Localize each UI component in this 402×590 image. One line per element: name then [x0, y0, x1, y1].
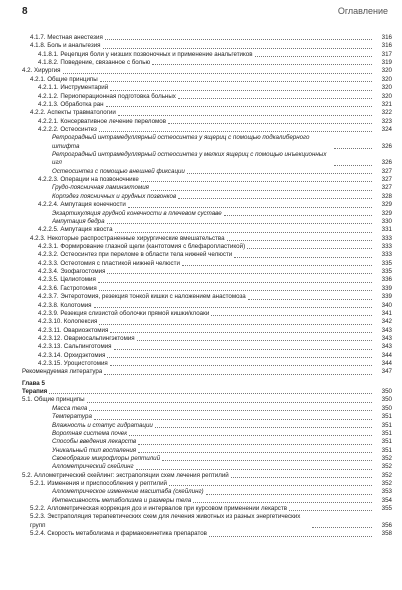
page-number: 8 — [22, 6, 28, 17]
table-of-contents — [22, 34, 392, 539]
toc-entry[interactable] — [22, 480, 392, 488]
toc-entry[interactable] — [22, 396, 392, 404]
toc-entry-page: 350 — [381, 404, 392, 412]
toc-entry[interactable] — [22, 218, 392, 226]
toc-entry-title: Температура — [52, 413, 92, 421]
toc-entry-page: 326 — [381, 142, 392, 150]
toc-entry-page: 320 — [381, 84, 392, 92]
toc-entry[interactable] — [22, 455, 392, 463]
toc-entry-page: 340 — [381, 301, 392, 309]
dot-leader — [209, 536, 372, 537]
toc-entry-title: 4.2.2.2. Остеосинтез — [38, 125, 97, 133]
toc-entry-title: Своеобразие микрофлоры рептилий — [52, 454, 161, 462]
toc-entry-title: 4.2.2.3. Операции на позвоночнике — [38, 176, 139, 184]
toc-entry-title: Интенсивность метаболизма и размеры тела — [52, 496, 192, 504]
toc-entry[interactable] — [22, 405, 392, 413]
dot-leader — [312, 527, 372, 528]
dot-leader — [63, 73, 372, 74]
toc-entry[interactable] — [22, 293, 392, 301]
dot-leader — [169, 485, 372, 486]
toc-entry-page: 328 — [381, 192, 392, 200]
toc-entry-title: Остеосинтез с помощью внешней фиксации — [52, 167, 185, 175]
toc-entry-page: 343 — [381, 326, 392, 334]
toc-entry[interactable] — [22, 505, 392, 513]
toc-entry[interactable] — [22, 151, 392, 168]
toc-entry-title: Грудо-поясничная ламинэктомия — [52, 184, 149, 192]
toc-entry[interactable] — [22, 93, 392, 101]
dot-leader — [138, 452, 372, 453]
toc-entry[interactable] — [22, 388, 392, 396]
toc-entry-page: 339 — [381, 284, 392, 292]
toc-entry[interactable] — [22, 276, 392, 284]
toc-entry[interactable] — [22, 327, 392, 335]
toc-entry[interactable] — [22, 42, 392, 50]
toc-entry[interactable] — [22, 118, 392, 126]
toc-entry-page: 326 — [381, 159, 392, 167]
toc-entry[interactable] — [22, 101, 392, 109]
toc-entry[interactable] — [22, 352, 392, 360]
toc-entry-page: 322 — [381, 109, 392, 117]
toc-entry[interactable] — [22, 226, 392, 234]
toc-entry-title: Воротная система почек — [52, 429, 128, 437]
toc-entry-page: 344 — [381, 360, 392, 368]
toc-entry-page: 335 — [381, 268, 392, 276]
toc-entry[interactable] — [22, 235, 392, 243]
toc-entry-page: 355 — [381, 505, 392, 513]
toc-entry-title: 5.2. Аллометрический скейлинг: экстраполяции схем лечения рептилий — [22, 471, 229, 479]
toc-entry-page: 358 — [381, 530, 392, 538]
toc-entry[interactable] — [22, 438, 392, 446]
toc-entry[interactable] — [22, 413, 392, 421]
toc-entry-page: 354 — [381, 496, 392, 504]
toc-entry[interactable] — [22, 530, 392, 538]
toc-entry-page: 329 — [381, 209, 392, 217]
toc-entry-title: Рекомендуемая литература — [22, 368, 103, 376]
toc-entry[interactable] — [22, 184, 392, 192]
toc-entry[interactable] — [22, 497, 392, 505]
dot-leader — [118, 115, 372, 116]
toc-entry[interactable] — [22, 488, 392, 496]
toc-entry-page: 351 — [381, 438, 392, 446]
toc-entry-page: 350 — [381, 396, 392, 404]
toc-entry[interactable] — [22, 168, 392, 176]
toc-entry-page: 352 — [381, 471, 392, 479]
toc-entry[interactable] — [22, 109, 392, 117]
toc-entry-title: 4.2.1.3. Обработка ран — [38, 100, 104, 108]
toc-entry-page: 317 — [381, 50, 392, 58]
toc-entry-page: 319 — [381, 59, 392, 67]
dot-leader — [182, 265, 372, 266]
toc-entry[interactable] — [22, 380, 392, 388]
dot-leader — [106, 106, 372, 107]
toc-entry[interactable] — [22, 126, 392, 134]
toc-entry[interactable] — [22, 422, 392, 430]
toc-entry-title: Аллометрический скейлинг — [52, 463, 134, 471]
toc-entry[interactable] — [22, 335, 392, 343]
toc-entry-title: 4.2.3.8. Колотомия — [38, 301, 92, 309]
dot-leader — [100, 81, 372, 82]
toc-entry-title: 4.2.2.5. Ампутация хвоста — [38, 226, 113, 234]
toc-entry-page: 316 — [381, 34, 392, 41]
dot-leader — [151, 190, 372, 191]
dot-leader — [114, 349, 372, 350]
toc-entry[interactable] — [22, 368, 392, 376]
toc-entry-title: Экзартикуляция грудной конечности в плечевом суставе — [52, 209, 222, 217]
dot-leader — [94, 419, 372, 420]
toc-entry-page: 324 — [381, 125, 392, 133]
toc-entry[interactable] — [22, 59, 392, 67]
toc-entry[interactable] — [22, 243, 392, 251]
page-header — [0, 0, 402, 22]
toc-entry-title: Уникальный тип воспаления — [52, 446, 137, 454]
toc-entry-page: 351 — [381, 429, 392, 437]
toc-entry[interactable] — [22, 34, 392, 42]
toc-entry-page: 327 — [381, 176, 392, 184]
toc-entry-title: 4.2.1.2. Периоперационная подготовка больных — [38, 92, 176, 100]
dot-leader — [227, 240, 372, 241]
toc-entry-page: 356 — [381, 521, 392, 529]
toc-entry-title: 4.2.3.9. Резекция слизистой оболочки прямой кишки/клоаки — [38, 309, 210, 317]
toc-entry[interactable] — [22, 463, 392, 471]
toc-entry-page: 333 — [381, 251, 392, 259]
toc-entry-page: 343 — [381, 343, 392, 351]
toc-entry-title: Аллометрическое изменение масштаба (скейлинг) — [52, 488, 204, 496]
toc-entry[interactable] — [22, 302, 392, 310]
toc-entry-title: Ретроградный интрамедуллярный остеосинтез у мелких ящериц с помощью инъекционных игл — [52, 151, 327, 167]
toc-entry-page: 336 — [381, 276, 392, 284]
toc-entry-title: 5.2.1. Изменения и приспособления у рептилий — [30, 480, 168, 488]
toc-entry-title: 5.2.2. Аллометрическая коррекция доз и интервалов при курсовом применении лекарств — [30, 505, 288, 513]
toc-entry-page: 343 — [381, 334, 392, 342]
dot-leader — [105, 39, 372, 40]
toc-entry-title: 4.2.3.12. Овариосальпингэктомия — [38, 334, 135, 342]
dot-leader — [162, 460, 372, 461]
dot-leader — [137, 340, 372, 341]
toc-entry-title: 4.2. Хирургия — [22, 67, 61, 75]
toc-entry-title: 4.2.3.2. Остеосинтез при переломе в области тела нижней челюсти — [38, 251, 233, 259]
dot-leader — [193, 502, 372, 503]
dot-leader — [103, 48, 373, 49]
toc-entry-page: 320 — [381, 67, 392, 75]
dot-leader — [136, 469, 372, 470]
toc-entry-title: 4.2.3.10. Колопексия — [38, 318, 98, 326]
dot-leader — [141, 181, 372, 182]
toc-entry-title: 4.1.7. Местная анестезия — [30, 34, 103, 41]
dot-leader — [247, 248, 372, 249]
toc-entry-title: 4.2.3. Некоторые распространенные хирургические вмешательства — [30, 234, 225, 242]
dot-leader — [110, 332, 372, 333]
toc-entry-page: 347 — [381, 368, 392, 376]
dot-leader — [129, 435, 372, 436]
toc-entry[interactable] — [22, 472, 392, 480]
toc-entry-title: Глава 5 — [22, 379, 45, 387]
toc-entry-title: 5.2.3. Экстраполяция терапевтических схем для лечения животных из разных энергетических групп — [30, 513, 301, 529]
dot-leader — [152, 64, 372, 65]
dot-leader — [155, 427, 372, 428]
toc-entry-title: 4.2.3.13. Сальпинготомия — [38, 343, 112, 351]
toc-entry-title: 4.2.3.15. Уроцистотомия — [38, 360, 108, 368]
dot-leader — [224, 215, 372, 216]
toc-entry-page: 327 — [381, 167, 392, 175]
dot-leader — [178, 198, 372, 199]
toc-entry[interactable] — [22, 210, 392, 218]
dot-leader — [99, 131, 372, 132]
toc-entry-title: 4.1.8.1. Рецепция боли у низших позвоночных и применение анальгетиков — [38, 50, 253, 58]
toc-entry-title: 5.1. Общие принципы — [22, 396, 85, 404]
toc-entry[interactable] — [22, 251, 392, 259]
toc-entry[interactable] — [22, 76, 392, 84]
toc-entry-page: 323 — [381, 117, 392, 125]
toc-entry-title: 4.2.2.1. Консервативное лечение переломов — [38, 117, 167, 125]
toc-entry-page: 321 — [381, 100, 392, 108]
toc-entry-title: 4.2.3.14. Орхидэктомия — [38, 351, 106, 359]
toc-entry-title: 4.2.1. Общие принципы — [30, 75, 98, 83]
toc-entry[interactable] — [22, 193, 392, 201]
toc-entry-title: 4.1.8. Боль и анальгезия — [30, 42, 101, 50]
toc-entry-title: 4.1.8.2. Поведение, связанное с болью — [38, 59, 151, 67]
toc-entry[interactable] — [22, 51, 392, 59]
dot-leader — [110, 365, 372, 366]
toc-entry[interactable] — [22, 360, 392, 368]
toc-entry-title: 4.2.3.3. Остеотомия с пластикой нижней челюсти — [38, 259, 180, 267]
toc-entry[interactable] — [22, 318, 392, 326]
dot-leader — [87, 402, 372, 403]
toc-entry-page: 352 — [381, 480, 392, 488]
toc-entry-title: Масса тела — [52, 404, 88, 412]
dot-leader — [187, 173, 372, 174]
toc-entry[interactable] — [22, 268, 392, 276]
toc-entry-page: 331 — [381, 226, 392, 234]
dot-leader — [99, 290, 372, 291]
toc-entry-title: Ампутация бедра — [52, 217, 105, 225]
toc-entry-page: 350 — [381, 388, 392, 396]
toc-entry[interactable] — [22, 310, 392, 318]
toc-entry-page: 342 — [381, 318, 392, 326]
dot-leader — [289, 510, 372, 511]
toc-entry-page: 335 — [381, 259, 392, 267]
dot-leader — [178, 98, 372, 99]
dot-leader — [334, 165, 372, 166]
dot-leader — [104, 374, 372, 375]
toc-entry-title: 4.2.2.4. Ампутация конечности — [38, 201, 126, 209]
toc-entry-page: 351 — [381, 421, 392, 429]
dot-leader — [211, 315, 372, 316]
toc-entry-title: 4.2.3.7. Энтеротомия, резекция тонкой кишки с наложением анастомоза — [38, 293, 246, 301]
toc-entry-title: 4.2.3.1. Формирование глазной щели (кантотомия с блефаропластикой) — [38, 242, 246, 250]
toc-entry-page: 351 — [381, 446, 392, 454]
toc-entry-title: 4.2.3.6. Гастротомия — [38, 284, 97, 292]
toc-entry-title: Терапия — [22, 388, 48, 396]
dot-leader — [206, 494, 372, 495]
running-title: Оглавление — [337, 6, 388, 16]
toc-entry-page: 333 — [381, 234, 392, 242]
toc-entry[interactable] — [22, 67, 392, 75]
toc-entry[interactable] — [22, 343, 392, 351]
dot-leader — [115, 232, 372, 233]
dot-leader — [110, 90, 372, 91]
toc-entry-title: Способы введения лекарств — [52, 438, 137, 446]
toc-entry-title: Влажность и статус гидратации — [52, 421, 153, 429]
toc-entry[interactable] — [22, 176, 392, 184]
dot-leader — [231, 477, 372, 478]
toc-entry-title: 4.2.3.5. Целиотомия — [38, 276, 96, 284]
toc-entry-page: 329 — [381, 201, 392, 209]
toc-entry[interactable] — [22, 201, 392, 209]
dot-leader — [334, 148, 372, 149]
dot-leader — [98, 282, 372, 283]
dot-leader — [94, 307, 372, 308]
toc-entry-title: 4.2.2. Аспекты травматологии — [30, 109, 116, 117]
dot-leader — [128, 207, 372, 208]
toc-entry-page: 320 — [381, 92, 392, 100]
dot-leader — [248, 299, 372, 300]
toc-entry-page: 352 — [381, 454, 392, 462]
toc-entry[interactable] — [22, 430, 392, 438]
toc-entry-title: 4.2.3.11. Овариоэктомия — [38, 326, 109, 334]
toc-entry-page: 341 — [381, 309, 392, 317]
toc-entry-page: 353 — [381, 488, 392, 496]
toc-entry-page: 351 — [381, 413, 392, 421]
toc-entry-page: 330 — [381, 217, 392, 225]
toc-entry-page: 344 — [381, 351, 392, 359]
toc-entry-page: 333 — [381, 242, 392, 250]
toc-entry-page: 352 — [381, 463, 392, 471]
toc-entry-title: Корпэдез поясничных и грудных позвонков — [52, 192, 177, 200]
toc-entry[interactable] — [22, 285, 392, 293]
toc-entry-title: 5.2.4. Скорость метаболизма и фармакокинетика препаратов — [30, 530, 207, 538]
dot-leader — [138, 444, 372, 445]
dot-leader — [107, 357, 372, 358]
toc-entry-page: 320 — [381, 75, 392, 83]
toc-entry-title: Ретроградный интрамедуллярный остеосинтез у ящериц с помощью подкалиберного штифта — [52, 134, 310, 150]
toc-entry-page: 327 — [381, 184, 392, 192]
dot-leader — [234, 257, 372, 258]
toc-entry[interactable] — [22, 447, 392, 455]
dot-leader — [107, 223, 372, 224]
dot-leader — [99, 324, 372, 325]
toc-entry[interactable] — [22, 260, 392, 268]
toc-entry-page: 316 — [381, 42, 392, 50]
toc-entry[interactable] — [22, 513, 392, 530]
toc-entry-page: 339 — [381, 293, 392, 301]
toc-entry[interactable] — [22, 134, 392, 151]
dot-leader — [89, 410, 372, 411]
dot-leader — [49, 393, 372, 394]
dot-leader — [107, 273, 372, 274]
dot-leader — [255, 56, 372, 57]
toc-entry[interactable] — [22, 84, 392, 92]
dot-leader — [168, 123, 372, 124]
toc-entry-title: 4.2.3.4. Эзофагостомия — [38, 268, 106, 276]
toc-entry-title: 4.2.1.1. Инструментарий — [38, 84, 109, 92]
